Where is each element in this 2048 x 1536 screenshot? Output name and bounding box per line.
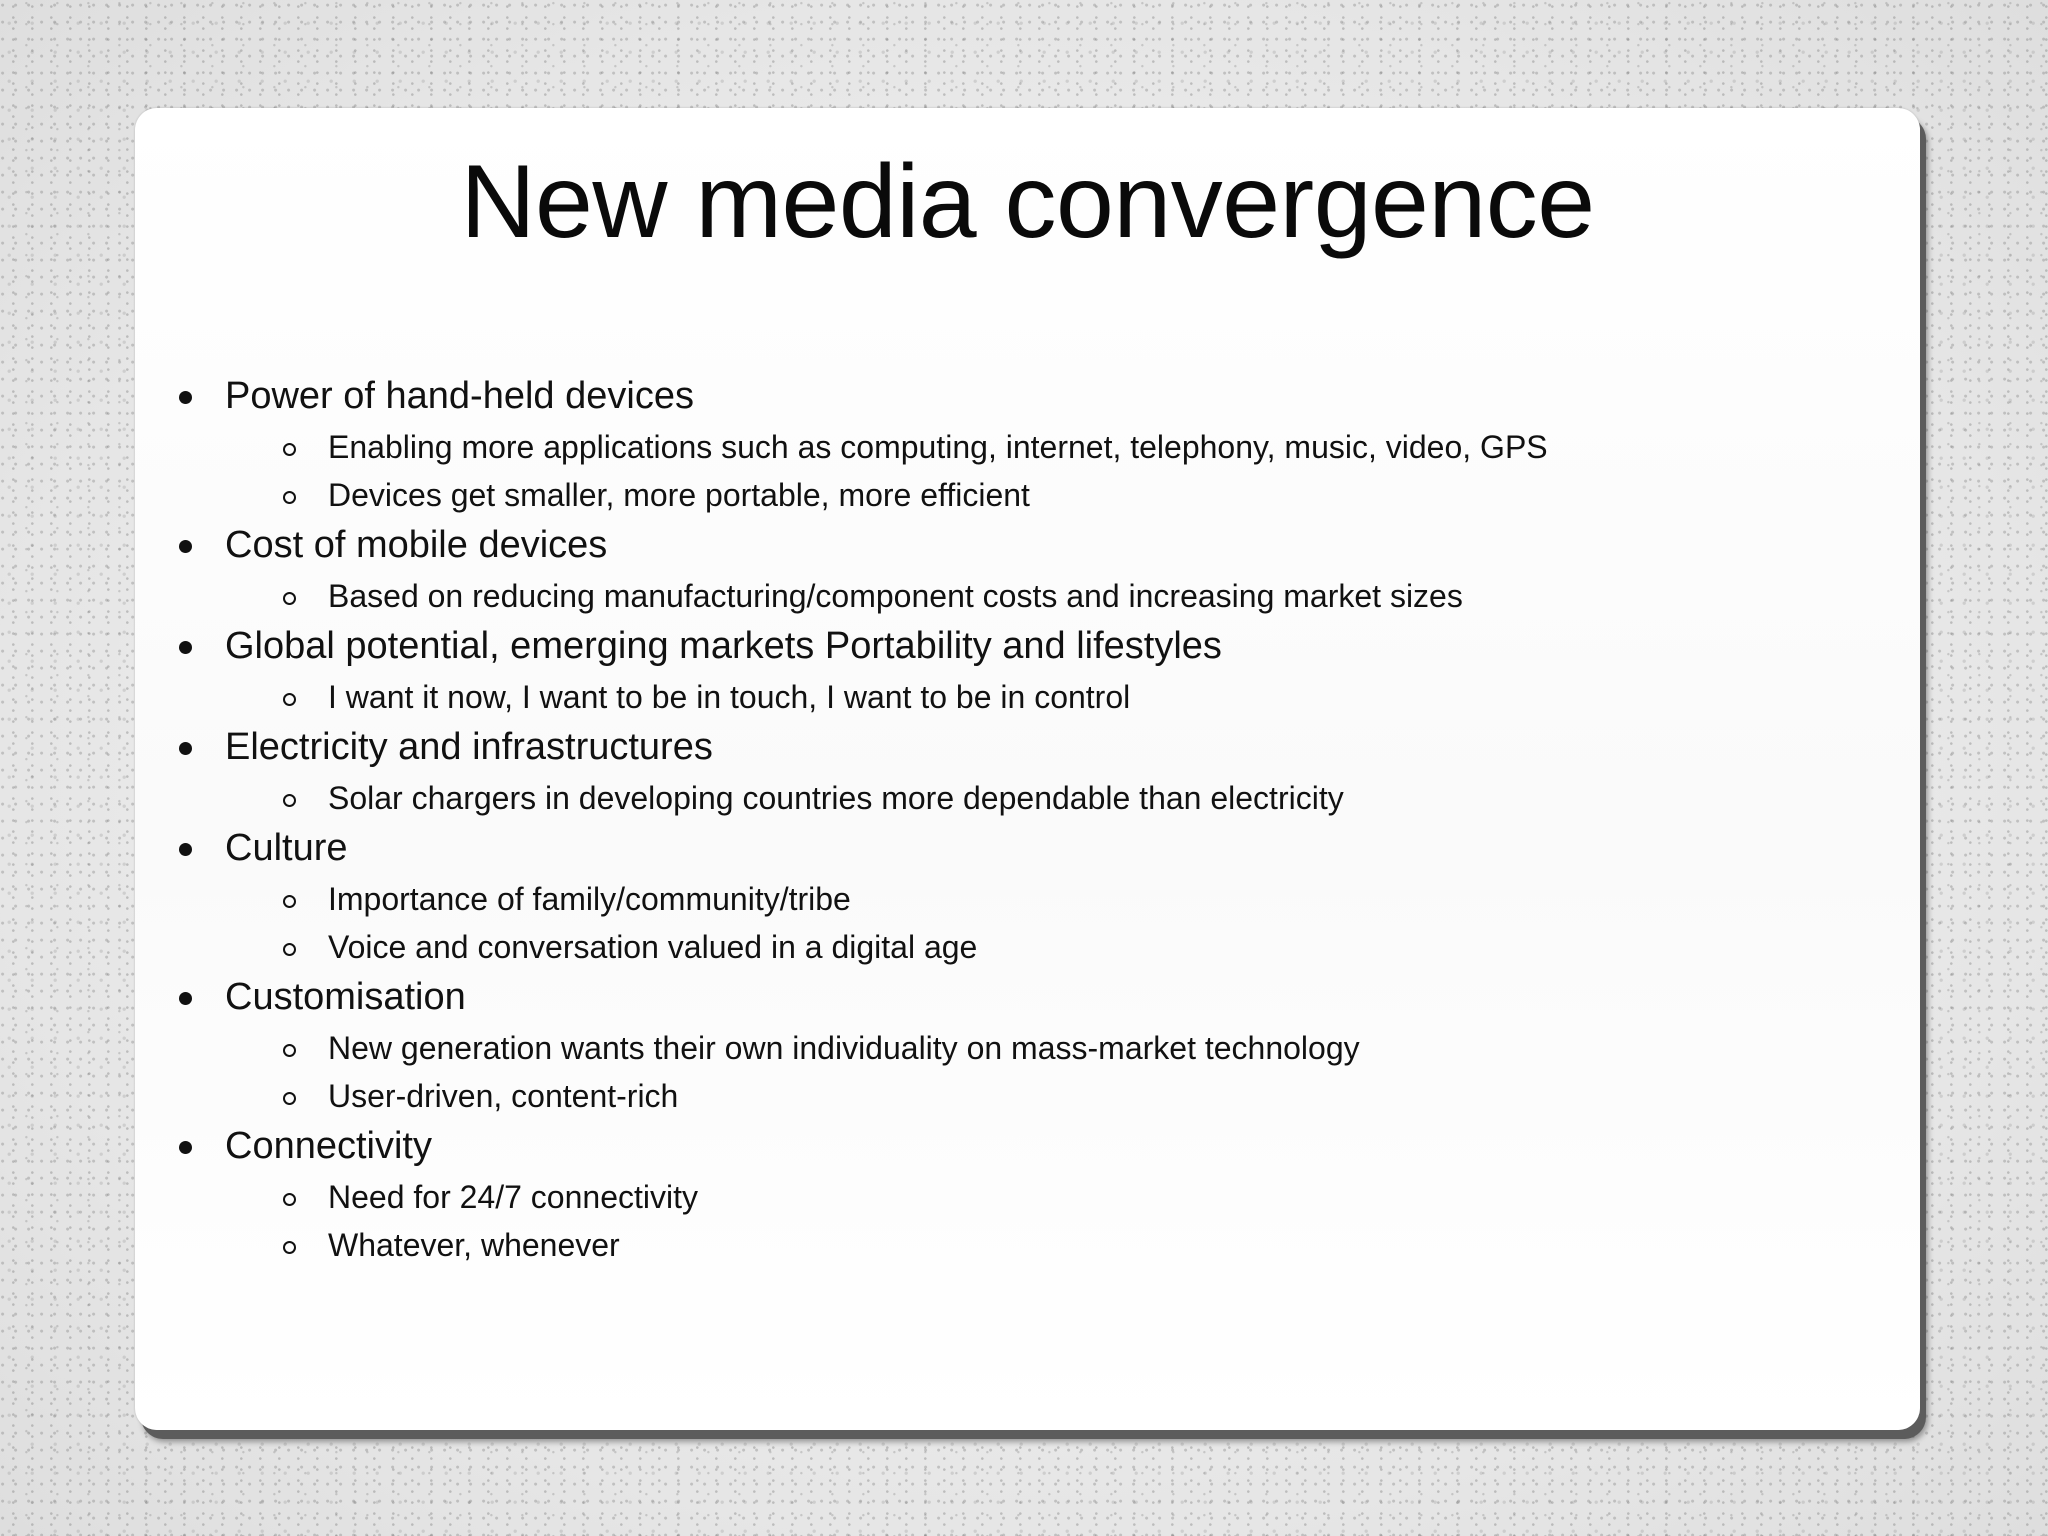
- sub-list: [135, 1173, 1548, 1269]
- bullet-text: Customisation: [225, 976, 466, 1018]
- slide-title: New media convergence: [460, 144, 1595, 260]
- bullet-dot-icon: [179, 992, 192, 1005]
- sub-list: [135, 423, 1548, 519]
- bullet-list: [135, 370, 1548, 1269]
- bullet-row: [135, 620, 1548, 673]
- sub-bullet: [135, 673, 1548, 721]
- hollow-bullet-icon: [283, 443, 296, 456]
- sub-bullet-text: New generation wants their own individuality on mass-market technology: [328, 1030, 1360, 1066]
- bullet-item: [135, 519, 1548, 620]
- bullet-item: [135, 822, 1548, 971]
- bullet-row: [135, 370, 1548, 423]
- bullet-row: [135, 971, 1548, 1024]
- hollow-bullet-icon: [283, 491, 296, 504]
- bullet-text: Electricity and infrastructures: [225, 726, 713, 768]
- sub-bullet: [135, 1173, 1548, 1221]
- sub-bullet: [135, 572, 1548, 620]
- hollow-bullet-icon: [283, 1241, 296, 1254]
- sub-bullet-text: Devices get smaller, more portable, more efficient: [328, 477, 1030, 513]
- bullet-dot-icon: [179, 641, 192, 654]
- bullet-item: [135, 620, 1548, 721]
- bullet-item: [135, 721, 1548, 822]
- sub-bullet: [135, 875, 1548, 923]
- bullet-dot-icon: [179, 843, 192, 856]
- hollow-bullet-icon: [283, 693, 296, 706]
- sub-list: [135, 774, 1548, 822]
- hollow-bullet-icon: [283, 1044, 296, 1057]
- sub-bullet-text: Need for 24/7 connectivity: [328, 1179, 698, 1215]
- sub-list: [135, 1024, 1548, 1120]
- sub-bullet-text: User-driven, content-rich: [328, 1078, 679, 1114]
- bullet-text: Cost of mobile devices: [225, 524, 608, 566]
- bullet-dot-icon: [179, 391, 192, 404]
- bullet-dot-icon: [179, 1141, 192, 1154]
- sub-bullet: [135, 1072, 1548, 1120]
- sub-list: [135, 572, 1548, 620]
- bullet-row: [135, 721, 1548, 774]
- sub-bullet: [135, 774, 1548, 822]
- sub-bullet-text: Based on reducing manufacturing/component costs and increasing market sizes: [328, 578, 1463, 614]
- bullet-item: [135, 1120, 1548, 1269]
- hollow-bullet-icon: [283, 895, 296, 908]
- bullet-row: [135, 1120, 1548, 1173]
- sub-list: [135, 673, 1548, 721]
- sub-bullet: [135, 923, 1548, 971]
- bullet-text: Culture: [225, 827, 348, 869]
- hollow-bullet-icon: [283, 794, 296, 807]
- bullet-dot-icon: [179, 540, 192, 553]
- bullet-text: Global potential, emerging markets Portability and lifestyles: [225, 625, 1222, 667]
- sub-bullet: [135, 423, 1548, 471]
- sub-bullet: [135, 471, 1548, 519]
- bullet-item: [135, 971, 1548, 1120]
- sub-list: [135, 875, 1548, 971]
- bullet-row: [135, 822, 1548, 875]
- hollow-bullet-icon: [283, 943, 296, 956]
- sub-bullet: [135, 1221, 1548, 1269]
- slide-card: [135, 108, 1920, 1430]
- sub-bullet-text: I want it now, I want to be in touch, I want to be in control: [328, 679, 1131, 715]
- hollow-bullet-icon: [283, 1092, 296, 1105]
- sub-bullet-text: Voice and conversation valued in a digital age: [328, 929, 978, 965]
- bullet-text: Connectivity: [225, 1125, 432, 1167]
- sub-bullet-text: Enabling more applications such as computing, internet, telephony, music, video, GPS: [328, 429, 1548, 465]
- bullet-dot-icon: [179, 742, 192, 755]
- hollow-bullet-icon: [283, 592, 296, 605]
- sub-bullet-text: Whatever, whenever: [328, 1227, 620, 1263]
- sub-bullet: [135, 1024, 1548, 1072]
- bullet-text: Power of hand-held devices: [225, 375, 694, 417]
- sub-bullet-text: Importance of family/community/tribe: [328, 881, 851, 917]
- bullet-item: [135, 370, 1548, 519]
- hollow-bullet-icon: [283, 1193, 296, 1206]
- sub-bullet-text: Solar chargers in developing countries more dependable than electricity: [328, 780, 1344, 816]
- bullet-row: [135, 519, 1548, 572]
